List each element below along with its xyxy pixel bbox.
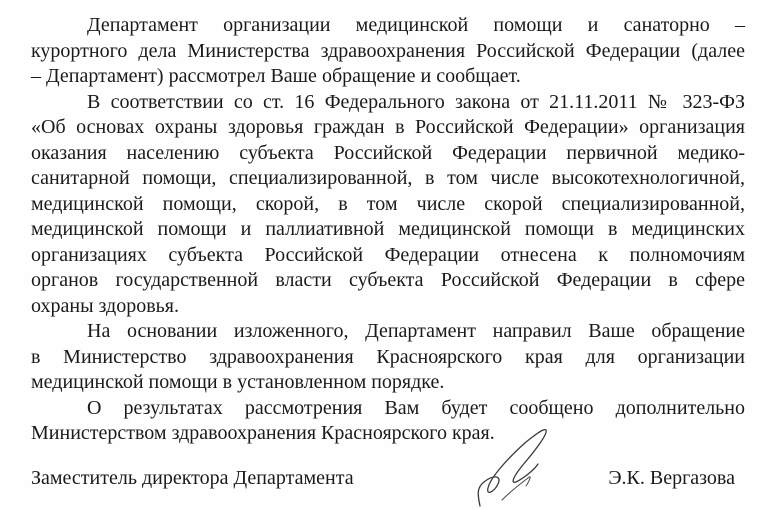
paragraph-4-line-1: О результатах рассмотрения Вам будет сообщено дополнительно xyxy=(87,396,745,419)
signatory-title: Заместитель директора Департамента xyxy=(31,467,354,489)
paragraph-2-line-4: санитарной помощи, специализированной, в том числе высокотехнологичной, xyxy=(31,167,745,189)
signature-block xyxy=(31,464,745,492)
paragraph-2-line-8: органов государственной власти субъекта Российской Федерации в сфере xyxy=(31,269,745,291)
paragraph-2-line-5: медицинской помощи, скорой, в том числе скорой специализированной, xyxy=(31,192,745,215)
paragraph-2-line-7: организациях субъекта Российской Федерации отнесена к полномочиям xyxy=(31,243,745,266)
paragraph-1-line-1: Департамент организации медицинской помощи и санаторно – xyxy=(87,14,745,36)
letter-body xyxy=(31,13,745,447)
paragraph-2-line-9: охраны здоровья. xyxy=(31,294,179,317)
paragraph-4-line-2: Министерством здравоохранения Красноярского края. xyxy=(31,422,495,444)
paragraph-1-line-2: курортного дела Министерства здравоохранения Российской Федерации (далее xyxy=(31,39,745,62)
paragraph-2-line-6: медицинской помощи и паллиативной медицинской помощи в медицинских xyxy=(31,218,745,240)
paragraph-2-line-2: «Об основах охраны здоровья граждан в Российской Федерации» организация xyxy=(31,116,745,138)
paragraph-3-line-3: медицинской помощи в установленном порядке. xyxy=(31,371,445,393)
paragraph-1-line-3: – Департамент) рассмотрел Ваше обращение и сообщает. xyxy=(31,65,521,87)
paragraph-3-line-1: На основании изложенного, Департамент направил Ваше обращение xyxy=(87,320,745,342)
paragraph-2-line-3: оказания населению субъекта Российской Федерации первичной медико- xyxy=(31,141,745,164)
paragraph-3-line-2: в Министерство здравоохранения Красноярского края для организации xyxy=(31,345,745,368)
paragraph-2-line-1: В соответствии со ст. 16 Федерального закона от 21.11.2011 № 323-ФЗ xyxy=(87,90,745,113)
signatory-name: Э.К. Вергазова xyxy=(608,467,735,489)
